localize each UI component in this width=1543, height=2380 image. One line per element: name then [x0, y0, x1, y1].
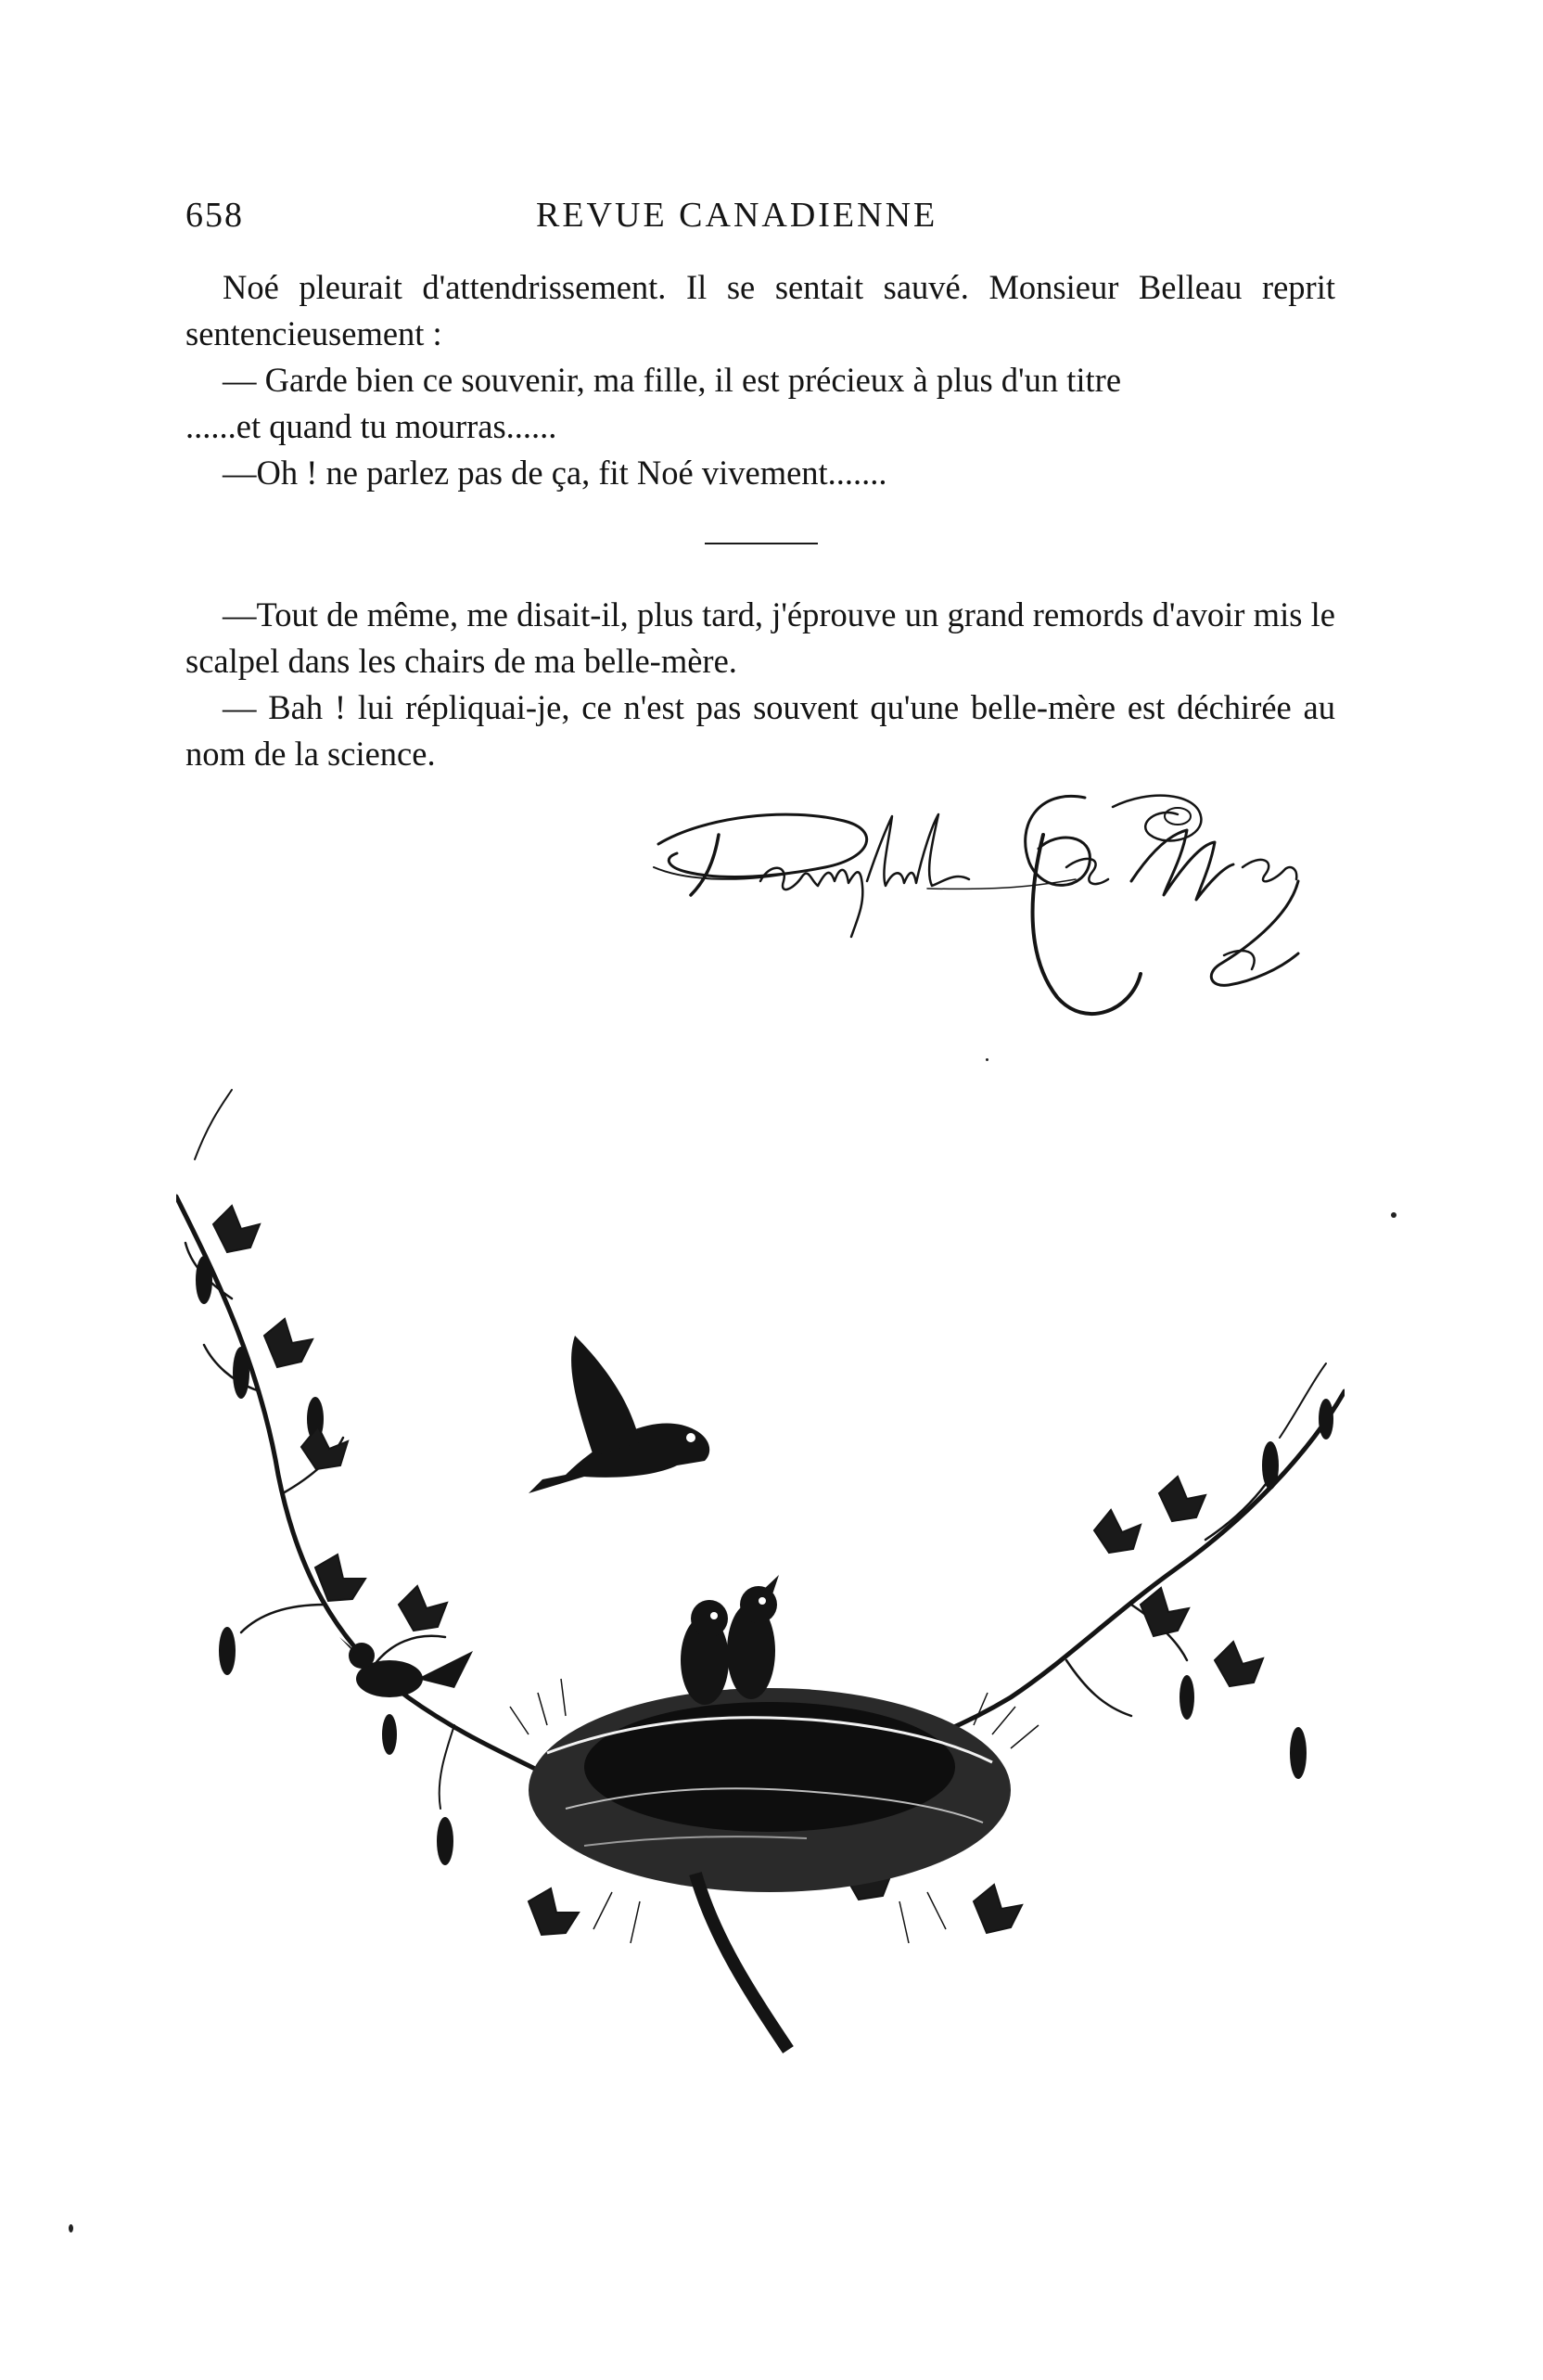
- paragraph: Noé pleurait d'attendrissement. Il se sentait sauvé. Monsieur Belleau reprit sentencieusement :: [185, 268, 1335, 352]
- nest-vignette-illustration: [176, 1085, 1345, 2087]
- page-number: 658: [185, 196, 244, 235]
- signature: [649, 779, 1335, 1039]
- paragraph: —Tout de même, me disait-il, plus tard, j'éprouve un grand remords d'avoir mis le scalpel dans les chairs de ma belle-mère.: [185, 595, 1335, 680]
- running-head: [185, 195, 1335, 241]
- paragraph: —Oh ! ne parlez pas de ça, fit Noé vivement.......: [223, 454, 887, 492]
- scan-speck: [986, 1058, 988, 1061]
- scan-speck: [1391, 1212, 1396, 1218]
- scan-speck: [69, 2224, 73, 2233]
- journal-title: REVUE CANADIENNE: [536, 196, 938, 235]
- text-block-top: [185, 264, 1335, 496]
- paragraph: ......et quand tu mourras......: [185, 407, 557, 445]
- paragraph: — Garde bien ce souvenir, ma fille, il est précieux à plus d'un titre: [223, 361, 1122, 399]
- text-block-bottom: [185, 592, 1335, 777]
- section-divider: [705, 543, 818, 544]
- paragraph: — Bah ! lui répliquai-je, ce n'est pas souvent qu'une belle-mère est déchirée au nom de la science.: [185, 688, 1335, 773]
